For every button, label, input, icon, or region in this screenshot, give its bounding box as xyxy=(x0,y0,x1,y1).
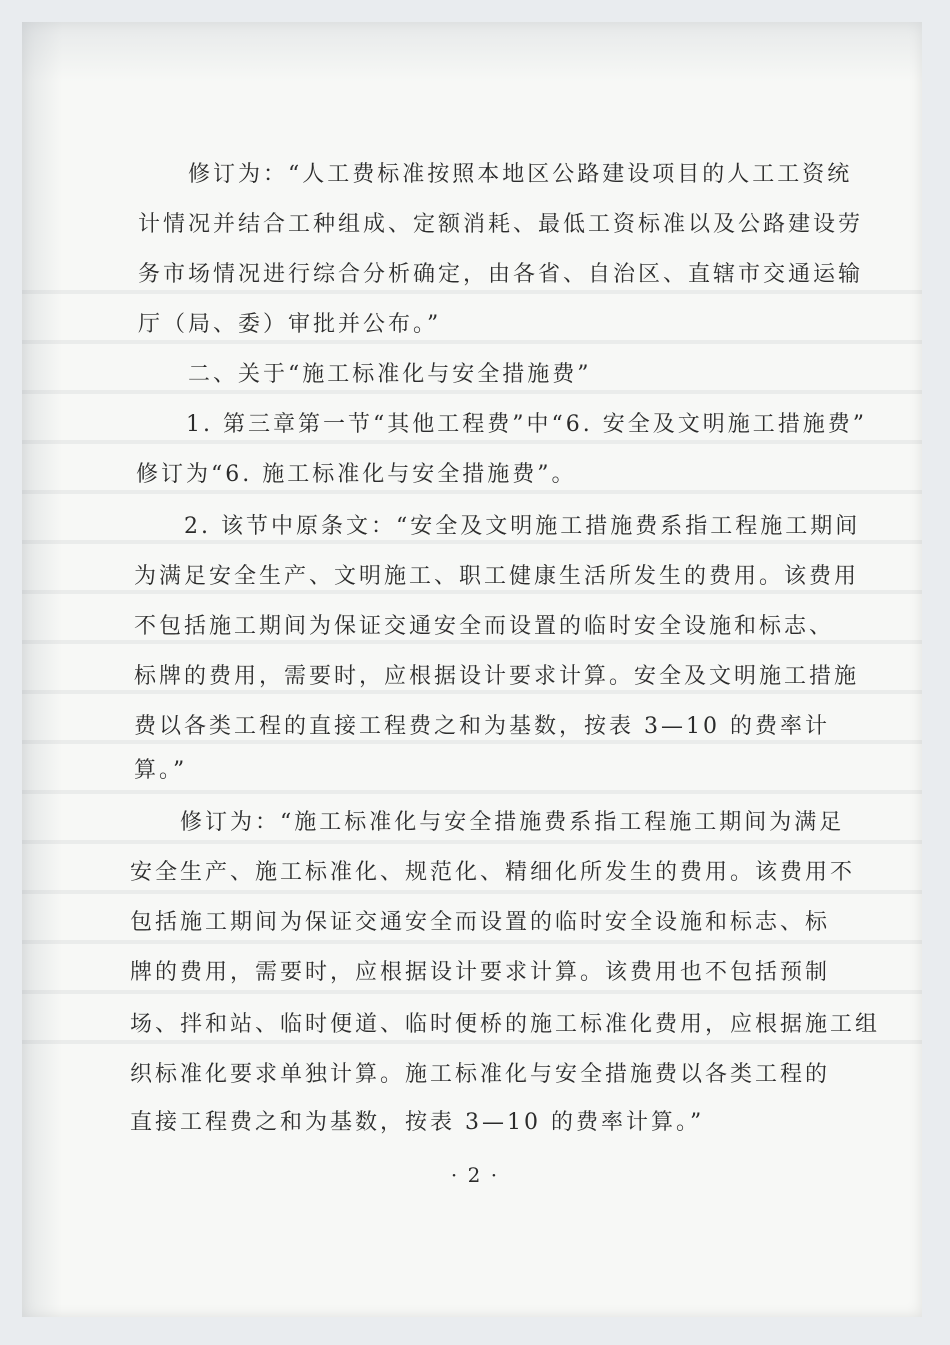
text-line: 1. 第三章第一节“其他工程费”中“6. 安全及文明施工措施费” xyxy=(186,412,867,437)
text-line: 计情况并结合工种组成、定额消耗、最低工资标准以及公路建设劳 xyxy=(138,212,864,237)
text-line: 安全生产、施工标准化、规范化、精细化所发生的费用。该费用不 xyxy=(130,860,856,885)
page-number: · 2 · xyxy=(450,1163,500,1187)
text-line: 直接工程费之和为基数，按表 3—10 的费率计算。” xyxy=(130,1110,705,1135)
text-line: 算。” xyxy=(134,758,188,783)
text-line: 费以各类工程的直接工程费之和为基数，按表 3—10 的费率计 xyxy=(134,714,830,739)
text-line: 厅（局、委）审批并公布。” xyxy=(138,312,442,337)
text-line: 修订为：“施工标准化与安全措施费系指工程施工期间为满足 xyxy=(180,810,845,835)
text-line: 务市场情况进行综合分析确定，由各省、自治区、直辖市交通运输 xyxy=(138,262,864,287)
text-line: 修订为“6. 施工标准化与安全措施费”。 xyxy=(136,462,577,487)
text-line: 为满足安全生产、文明施工、职工健康生活所发生的费用。该费用 xyxy=(134,564,860,589)
section-heading: 二、关于“施工标准化与安全措施费” xyxy=(188,362,592,387)
text-line: 场、拌和站、临时便道、临时便桥的施工标准化费用，应根据施工组 xyxy=(130,1012,881,1037)
text-line: 2. 该节中原条文：“安全及文明施工措施费系指工程施工期间 xyxy=(184,514,861,539)
text-line: 牌的费用，需要时，应根据设计要求计算。该费用也不包括预制 xyxy=(130,960,831,985)
scan-shadow xyxy=(22,22,922,82)
text-line: 不包括施工期间为保证交通安全而设置的临时安全设施和标志、 xyxy=(134,614,835,639)
text-line: 修订为：“人工费标准按照本地区公路建设项目的人工工资统 xyxy=(188,162,853,187)
text-line: 标牌的费用，需要时，应根据设计要求计算。安全及文明施工措施 xyxy=(134,664,860,689)
text-line: 织标准化要求单独计算。施工标准化与安全措施费以各类工程的 xyxy=(130,1062,831,1087)
text-line: 包括施工期间为保证交通安全而设置的临时安全设施和标志、标 xyxy=(130,910,831,935)
